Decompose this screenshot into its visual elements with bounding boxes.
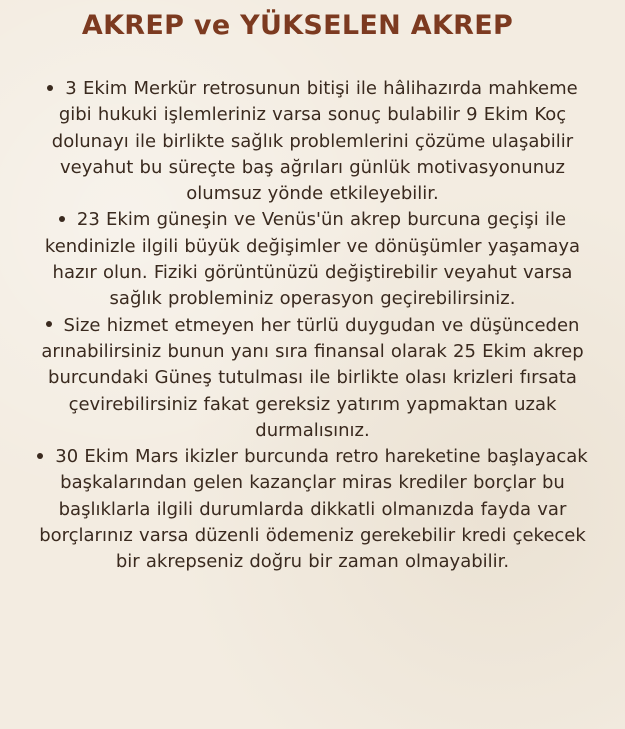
page-title: AKREP ve YÜKSELEN AKREP [81, 10, 514, 41]
bullet-list [0, 76, 625, 576]
list-item [18, 313, 608, 444]
list-item-text: 23 Ekim güneşin ve Venüs'ün akrep burcuna geçişi ile kendinizle ilgili büyük değişimler ve dönüşümler yaşamaya hazır olun. Fiziki görüntünüzü değiştirebilir veyahut varsa sağlık probleminiz operasyon geçirebilirsiniz. [44, 209, 581, 310]
list-item [33, 207, 593, 312]
list-item-text: 30 Ekim Mars ikizler burcunda retro hareketine başlayacak başkalarından gelen kazançlar miras krediler borçlar bu başlıklarla ilgili durumlarda dikkatli olmanızda fayda var borçlarınız varsa düzenli ödemeniz gerekebilir kredi çekecek bir akrepseniz doğru bir zaman olmayabilir. [39, 446, 588, 573]
bullet-dot-icon [46, 321, 52, 327]
bullet-dot-icon [59, 216, 65, 222]
list-item [33, 76, 593, 207]
list-item-text: 3 Ekim Merkür retrosunun bitişi ile hâlihazırda mahkeme gibi hukuki işlemleriniz varsa sonuç bulabilir 9 Ekim Koç dolunayı ile birlikte sağlık problemlerini çözüme ulaşabilir veyahut bu süreçte baş ağrıları günlük motivasyonunuz olumsuz yönde etkileyebilir. [51, 78, 578, 205]
list-item [25, 444, 600, 575]
bullet-dot-icon [37, 453, 43, 459]
list-item-text: Size hizmet etmeyen her türlü duygudan ve düşünceden arınabilirsiniz bunun yanı sıra finansal olarak 25 Ekim akrep burcundaki Güneş tutulması ile birlikte olası krizleri fırsata çevirebilirsiniz fakat gereksiz yatırım yapmaktan uzak durmalısınız. [41, 314, 584, 441]
bullet-dot-icon [47, 85, 53, 91]
